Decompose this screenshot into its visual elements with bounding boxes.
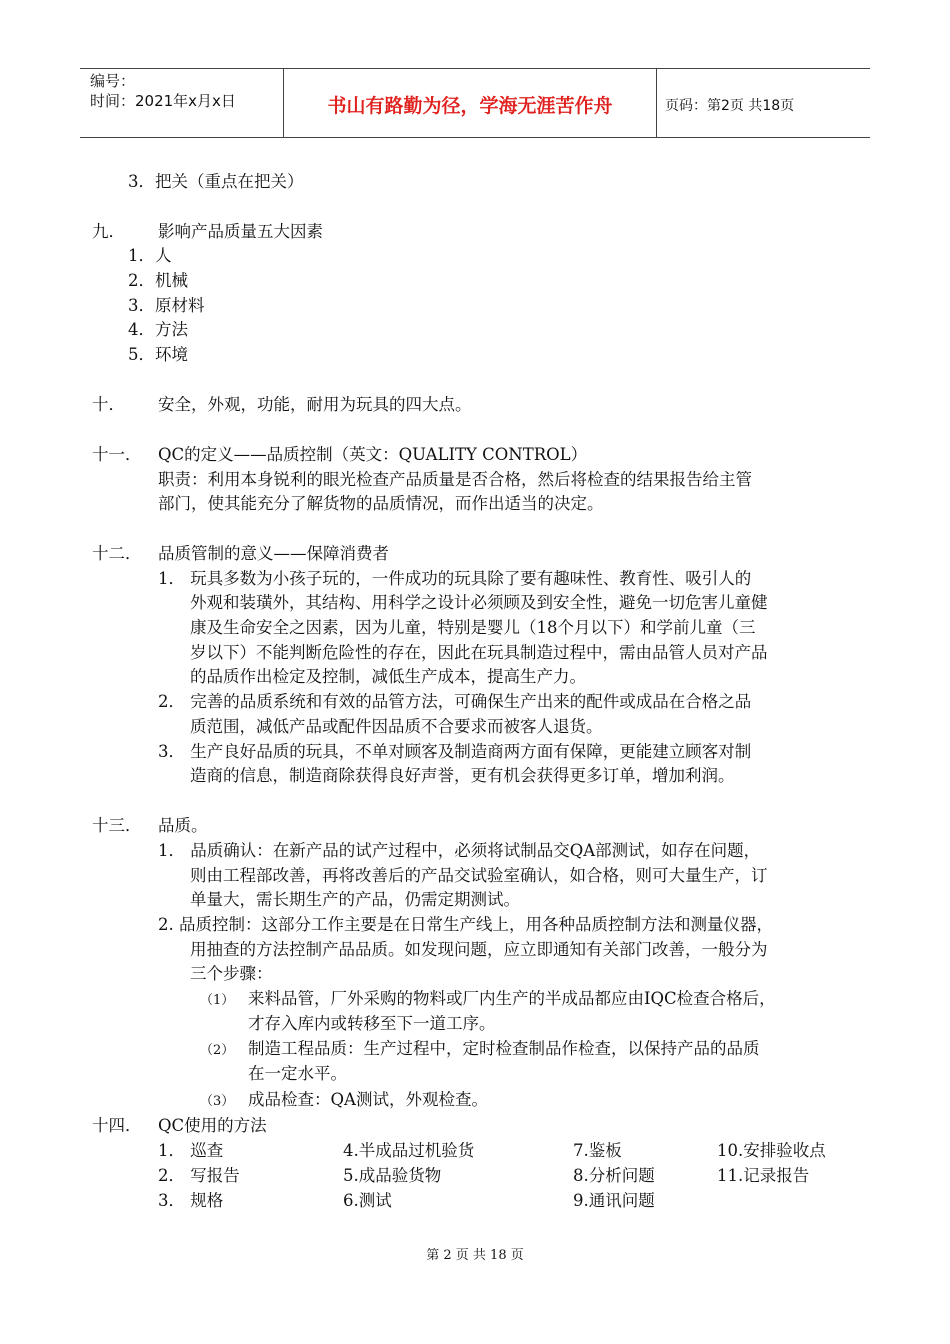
s13-number: 十三． bbox=[92, 816, 142, 835]
s14-table-cell: 9.通讯问题 bbox=[573, 1191, 655, 1210]
s14-table-cell: 2． 写报告 bbox=[158, 1166, 240, 1185]
s14-table-cell: 11.记录报告 bbox=[717, 1166, 810, 1185]
s14-table-cell: 1． 巡查 bbox=[158, 1141, 224, 1160]
s12-item2-line-2: 质范围，减低产品或配件因品质不合要求而被客人退货。 bbox=[190, 717, 603, 736]
s13-item1-line-1: 1． 品质确认：在新产品的试产过程中，必须将试制品交QA部测试，如存在问题， bbox=[158, 841, 761, 860]
s9-item-4: 4．方法 bbox=[128, 320, 188, 339]
s9-item-5: 5．环境 bbox=[128, 345, 188, 364]
s12-number: 十二． bbox=[92, 544, 142, 563]
s14-number: 十四． bbox=[92, 1116, 142, 1135]
s13-item2-line-1: 2. 品质控制：这部分工作主要是在日常生产线上，用各种品质控制方法和测量仪器， bbox=[158, 915, 773, 934]
s13-sub1-number: （1） bbox=[200, 993, 235, 1008]
s12-item1-line-2: 外观和装璜外，其结构、用科学之设计必须顾及到安全性，避免一切危害儿童健 bbox=[190, 593, 768, 612]
s9-number: 九． bbox=[92, 222, 125, 241]
header-motto: 书山有路勤为径，学海无涯苦作舟 bbox=[327, 95, 613, 117]
s12-item1-line-4: 岁以下）不能判断危险性的存在，因此在玩具制造过程中，需由品管人员对产品 bbox=[190, 643, 768, 662]
s12-item3-line-2: 造商的信息，制造商除获得良好声誉，更有机会获得更多订单，增加利润。 bbox=[190, 766, 735, 785]
s13-sub2-line-2: 在一定水平。 bbox=[248, 1064, 347, 1083]
s13-sub2-number: （2） bbox=[200, 1043, 235, 1058]
s13-item1-line-3: 单量大，需长期生产的产品，仍需定期测试。 bbox=[190, 890, 520, 909]
s9-item-1: 1．人 bbox=[128, 246, 172, 265]
s14-table-cell: 6.测试 bbox=[343, 1191, 392, 1210]
s13-sub1-line-1: 来料品管，厂外采购的物料或厂内生产的半成品都应由IQC检查合格后， bbox=[248, 989, 776, 1008]
s13-item2-line-2: 用抽查的方法控制产品品质。如发现问题，应立即通知有关部门改善，一般分为 bbox=[190, 940, 768, 959]
s13-item2-line-3: 三个步骤： bbox=[190, 964, 273, 983]
header-motto-cell bbox=[283, 69, 657, 137]
s13-sub3-number: （3） bbox=[200, 1094, 235, 1109]
s12-item1-line-5: 的品质作出检定及控制，减低生产成本，提高生产力。 bbox=[190, 667, 586, 686]
s12-item2-line-1: 2． 完善的品质系统和有效的品管方法，可确保生产出来的配件或成品在合格之品 bbox=[158, 692, 752, 711]
s9-item-2: 2．机械 bbox=[128, 271, 188, 290]
s14-table-cell: 3． 规格 bbox=[158, 1191, 224, 1210]
s11-line-1: 职责：利用本身锐利的眼光检查产品质量是否合格，然后将检查的结果报告给主管 bbox=[158, 470, 752, 489]
s9-item-3: 3．原材料 bbox=[128, 296, 205, 315]
s11-title: QC的定义——品质控制（英文：QUALITY CONTROL） bbox=[158, 445, 588, 464]
page-footer: 第 2 页 共 18 页 bbox=[426, 1248, 524, 1263]
s11-number: 十一． bbox=[92, 445, 142, 464]
s13-sub2-line-1: 制造工程品质：生产过程中，定时检查制品作检查，以保持产品的品质 bbox=[248, 1039, 760, 1058]
s12-item1-line-3: 康及生命安全之因素，因为儿童，特别是婴儿（18个月以下）和学前儿童（三 bbox=[190, 618, 756, 637]
s14-table-cell: 10.安排验收点 bbox=[717, 1141, 826, 1160]
s13-sub3-line-1: 成品检查：QA测试，外观检查。 bbox=[248, 1090, 488, 1109]
s14-title: QC使用的方法 bbox=[158, 1116, 267, 1135]
s12-item1-line-1: 1． 玩具多数为小孩子玩的，一件成功的玩具除了要有趣味性、教育性、吸引人的 bbox=[158, 569, 752, 588]
s10-number: 十． bbox=[92, 395, 125, 414]
s8-item-3: 3．把关（重点在把关） bbox=[128, 172, 304, 191]
s14-table-cell: 5.成品验货物 bbox=[343, 1166, 442, 1185]
s14-table-cell: 4.半成品过机验货 bbox=[343, 1141, 475, 1160]
header-page-number: 页码：第2页 共18页 bbox=[665, 98, 795, 114]
s13-sub1-line-2: 才存入库内或转移至下一道工序。 bbox=[248, 1014, 496, 1033]
s13-item1-line-2: 则由工程部改善，再将改善后的产品交试验室确认，如合格，则可大量生产，订 bbox=[190, 866, 768, 885]
header-page-cell bbox=[656, 69, 870, 137]
s12-title: 品质管制的意义——保障消费者 bbox=[158, 544, 389, 563]
s13-title: 品质。 bbox=[158, 816, 208, 835]
header-number: 编号： bbox=[90, 72, 136, 90]
s14-table-cell: 8.分析问题 bbox=[573, 1166, 655, 1185]
s11-line-2: 部门，使其能充分了解货物的品质情况，而作出适当的决定。 bbox=[158, 494, 604, 513]
header-date: 时间：2021年x月x日 bbox=[90, 92, 236, 110]
header-meta-cell bbox=[80, 69, 283, 137]
page-header bbox=[80, 68, 870, 138]
s9-title: 影响产品质量五大因素 bbox=[158, 222, 323, 241]
s12-item3-line-1: 3． 生产良好品质的玩具，不单对顾客及制造商两方面有保障，更能建立顾客对制 bbox=[158, 742, 752, 761]
s14-table-cell: 7.鉴板 bbox=[573, 1141, 622, 1160]
s10-text: 安全，外观，功能，耐用为玩具的四大点。 bbox=[158, 395, 472, 414]
